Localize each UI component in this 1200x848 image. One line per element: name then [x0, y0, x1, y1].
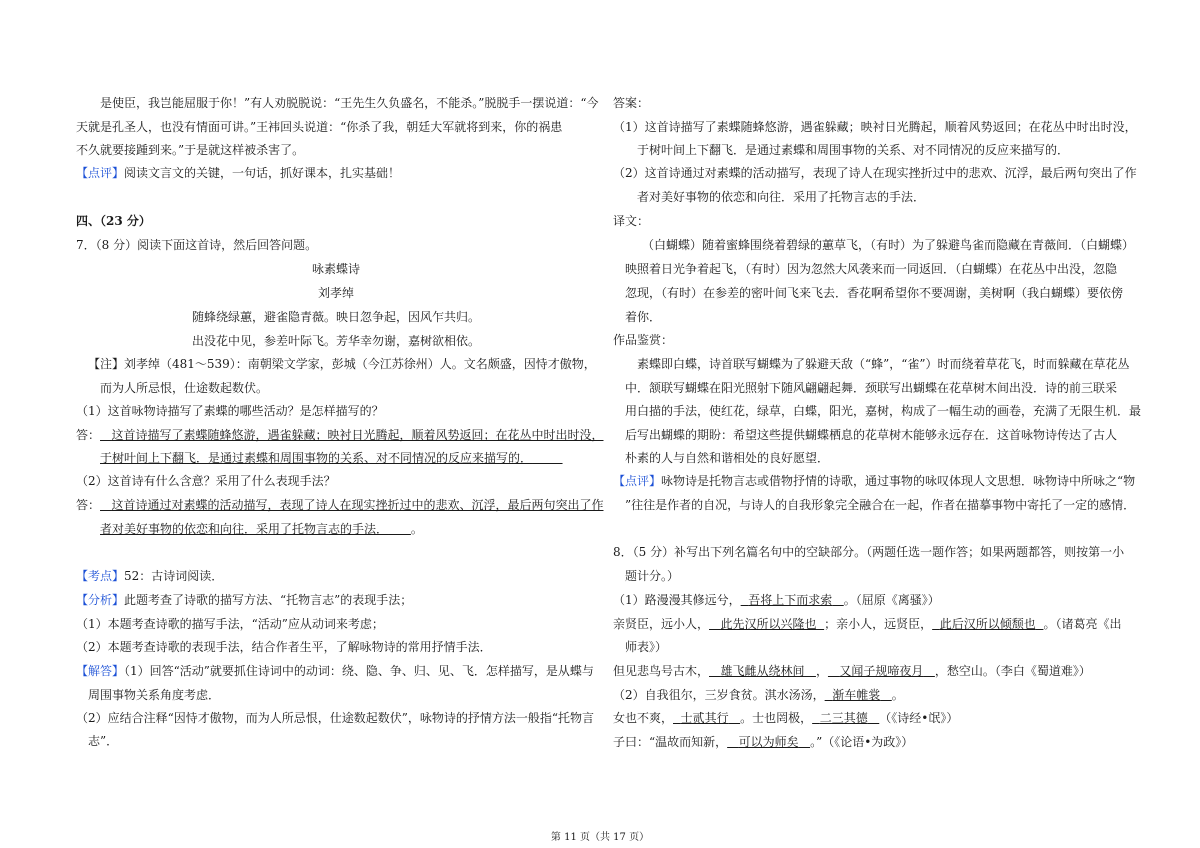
- text-line: 周围事物关系角度考虑．: [88, 688, 221, 702]
- text-line: 师表》）: [625, 640, 668, 654]
- answer-line: [76, 428, 603, 442]
- answer-heading: 答案：: [613, 96, 650, 110]
- blank-answer: 渐车帷裳: [832, 688, 881, 702]
- section-heading: 四、（23 分）: [76, 214, 151, 228]
- jieda-text: （1）回答“活动”就要抓住诗词中的动词：绕、隐、争、归、见、飞．怎样描写，是从蝶与: [124, 664, 594, 678]
- blank-answer: 士贰其行: [680, 711, 729, 725]
- poem-author: 刘孝绰: [317, 286, 354, 300]
- blank-answer: 吾将上下而求索: [748, 593, 833, 607]
- dianping-line: [613, 474, 1135, 488]
- text-line: 于树叶间上下翻飞．是通过素蝶和周围事物的关系、对不同情况的反应来描写的．: [637, 143, 1070, 157]
- poem-line: 随蜂绕绿蕙，避雀隐青薇。映日忽争起，因风乍共归。: [191, 310, 480, 324]
- text-line: 题计分。）: [625, 569, 680, 583]
- sub-question-2: （2）这首诗有什么含意？采用了什么表现手法？: [76, 474, 336, 488]
- question-8: 8．（5 分）补写出下列名篇名句中的空缺部分。（两题任选一题作答；如果两题都答，则按第一小: [613, 545, 1125, 559]
- blank-answer: 二三其德: [819, 711, 868, 725]
- text-line: 着你．: [625, 310, 662, 324]
- dianping-text: 咏物诗是托物言志或借物抒情的诗歌，通过事物的咏叹体现人文思想．咏物诗中所咏之“物: [661, 474, 1136, 488]
- jieda-tag: 【解答】: [76, 664, 125, 678]
- text-line: （2）应结合注释“因恃才傲物，而为人所忌恨，仕途数起数伏”，咏物诗的抒情方法一般指“托物言: [76, 711, 595, 725]
- text-line: （2）本题考查诗歌的表现手法，结合作者生平，了解咏物诗的常用抒情手法．: [76, 640, 492, 654]
- text-line: （白蝴蝶）随着蜜蜂围绕着碧绿的蕙草飞，（有时）为了躲避鸟雀而隐藏在青薇间．（白蝴蝶）: [642, 238, 1135, 252]
- answer-line: [76, 498, 603, 512]
- text-line: 不久就要接踵到来。”于是就这样被杀害了。: [76, 143, 305, 157]
- recite-line: 但见悲鸟号古木， 雄飞雌从绕林间 ， 又闻子规啼夜月 ，愁空山。（李白《蜀道难》）: [613, 664, 1091, 678]
- text-line: （2）这首诗通过对素蝶的活动描写，表现了诗人在现实挫折过中的悲欢、沉浮，最后两句突出了作: [613, 166, 1137, 180]
- dianping-text: 阅读文言文的关键，一句话，抓好课本，扎实基础！: [124, 166, 401, 180]
- note-line: 而为人所忌恨，仕途数起数伏。: [100, 381, 269, 395]
- text-line: 素蝶即白蝶，诗首联写蝴蝶为了躲避天敌（“蜂”，“雀”）时而绕着草花飞，时而躲藏在草花丛: [637, 357, 1130, 371]
- answer-line: [100, 522, 423, 536]
- text-line: 中．颔联写蝴蝶在阳光照射下随风翩翩起舞．颈联写出蝴蝶在花草树木间出没．诗的前三联采: [625, 381, 1118, 395]
- blank-answer: 又闻子规啼夜月: [839, 664, 924, 678]
- text-line: 者对美好事物的依恋和向往．采用了托物言志的手法．: [637, 190, 926, 204]
- answer-label: 答：: [76, 498, 101, 512]
- text-line: （1）这首诗描写了素蝶随蜂悠游，遇雀躲藏；映衬日光腾起，顺着风势返回；在花丛中时出时没，: [613, 120, 1137, 134]
- dianping-tag: 【点评】: [613, 474, 662, 488]
- yiwen-heading: 译文：: [613, 214, 650, 228]
- text-line: 后写出蝴蝶的期盼：希望这些提供蝴蝶栖息的花草树木能够永远存在．这首咏物诗传达了古人: [625, 428, 1118, 442]
- text-line: 天就是孔圣人，也没有情面可讲。”王袆回头说道：“你杀了我，朝廷大军就将到来，你的祸患: [76, 120, 563, 134]
- dianping-line: [76, 166, 400, 180]
- recite-line: （2）自我徂尔，三岁食贫。淇水汤汤， 渐车帷裳 。: [613, 688, 904, 702]
- recite-line: 女也不爽， 士贰其行 。士也罔极， 二三其德 （《诗经•氓》）: [613, 711, 959, 725]
- poem-line: 出没花中见，参差叶际飞。芳华幸勿谢，嘉树欲相依。: [191, 334, 480, 348]
- answer-text: 于树叶间上下翻飞．是通过素蝶和周围事物的关系、对不同情况的反应来描写的．: [100, 451, 533, 465]
- kaodian-text: 52：古诗词阅读．: [124, 569, 224, 583]
- jieda-line: [76, 664, 594, 678]
- answer-text: 者对美好事物的依恋和向往．采用了托物言志的手法．: [100, 522, 389, 536]
- text-line: 朴素的人与自然和谐相处的良好愿望．: [625, 451, 830, 465]
- text-line: 忽现，（有时）在参差的密叶间飞来飞去．香花啊希望你不要凋谢，美树啊（我白蝴蝶）要依傍: [625, 286, 1124, 300]
- blank-answer: 雄飞雌从绕林间: [720, 664, 805, 678]
- blank-answer: 可以为师矣: [738, 735, 799, 749]
- question-7: 7．（8 分）阅读下面这首诗，然后回答问题。: [76, 238, 318, 252]
- kaodian-line: [76, 569, 223, 583]
- jianshang-heading: 作品鉴赏：: [613, 333, 674, 347]
- poem-title: 咏素蝶诗: [311, 262, 360, 276]
- dianping-tag: 【点评】: [76, 166, 125, 180]
- fenxi-text: 此题考查了诗歌的描写方法、“托物言志”的表现手法；: [124, 593, 413, 607]
- answer-text: 这首诗通过对素蝶的活动描写，表现了诗人在现实挫折过中的悲欢、沉浮，最后两句突出了作: [111, 498, 604, 512]
- text-line: 用白描的手法，使红花，绿草，白蝶，阳光，嘉树，构成了一幅生动的画卷，充满了无限生机．最: [625, 404, 1142, 418]
- recite-line: 子曰：“温故而知新， 可以为师矣 。”（《论语•为政》）: [613, 735, 914, 749]
- answer-text: 这首诗描写了素蝶随蜂悠游，遇雀躲藏；映衬日光腾起，顺着风势返回；在花丛中时出时没，: [111, 428, 604, 442]
- blank-answer: 此先汉所以兴隆也: [720, 617, 817, 631]
- blank-answer: 此后汉所以倾颓也: [939, 617, 1036, 631]
- text-line: 志”．: [88, 734, 119, 748]
- text-line: 映照着日光争着起飞，（有时）因为忽然大风袭来而一同返回．（白蝴蝶）在花丛中出没，忽隐: [625, 262, 1118, 276]
- page-footer: 第 11 页（共 17 页）: [550, 832, 650, 843]
- note-line: 【注】刘孝绰（481～539）：南朝梁文学家，彭城（今江苏徐州）人。文名颇盛，因恃才傲物，: [88, 357, 596, 371]
- text-line: （1）本题考查诗歌的描写手法，“活动”应从动词来考虑；: [76, 617, 384, 631]
- text-line: ”往往是作者的自况，与诗人的自我形象完全融合在一起，作者在描摹事物中寄托了一定的感情．: [625, 498, 1136, 512]
- period: 。: [410, 522, 423, 536]
- sub-question-1: （1）这首咏物诗描写了素蝶的哪些活动？是怎样描写的？: [76, 404, 384, 418]
- answer-line: [100, 451, 563, 465]
- text-line: 是使臣，我岂能屈服于你！”有人劝脱脱说：“王先生久负盛名，不能杀。”脱脱手一摆说道：“今: [100, 96, 599, 110]
- kaodian-tag: 【考点】: [76, 569, 125, 583]
- fenxi-line: [76, 593, 412, 607]
- answer-label: 答：: [76, 428, 101, 442]
- recite-line: （1）路漫漫其修远兮， 吾将上下而求索 。（屈原《离骚》）: [613, 593, 940, 607]
- fenxi-tag: 【分析】: [76, 593, 125, 607]
- recite-line: 亲贤臣，远小人， 此先汉所以兴隆也 ；亲小人，远贤臣， 此后汉所以倾颓也 。（诸葛亮《出: [613, 617, 1122, 631]
